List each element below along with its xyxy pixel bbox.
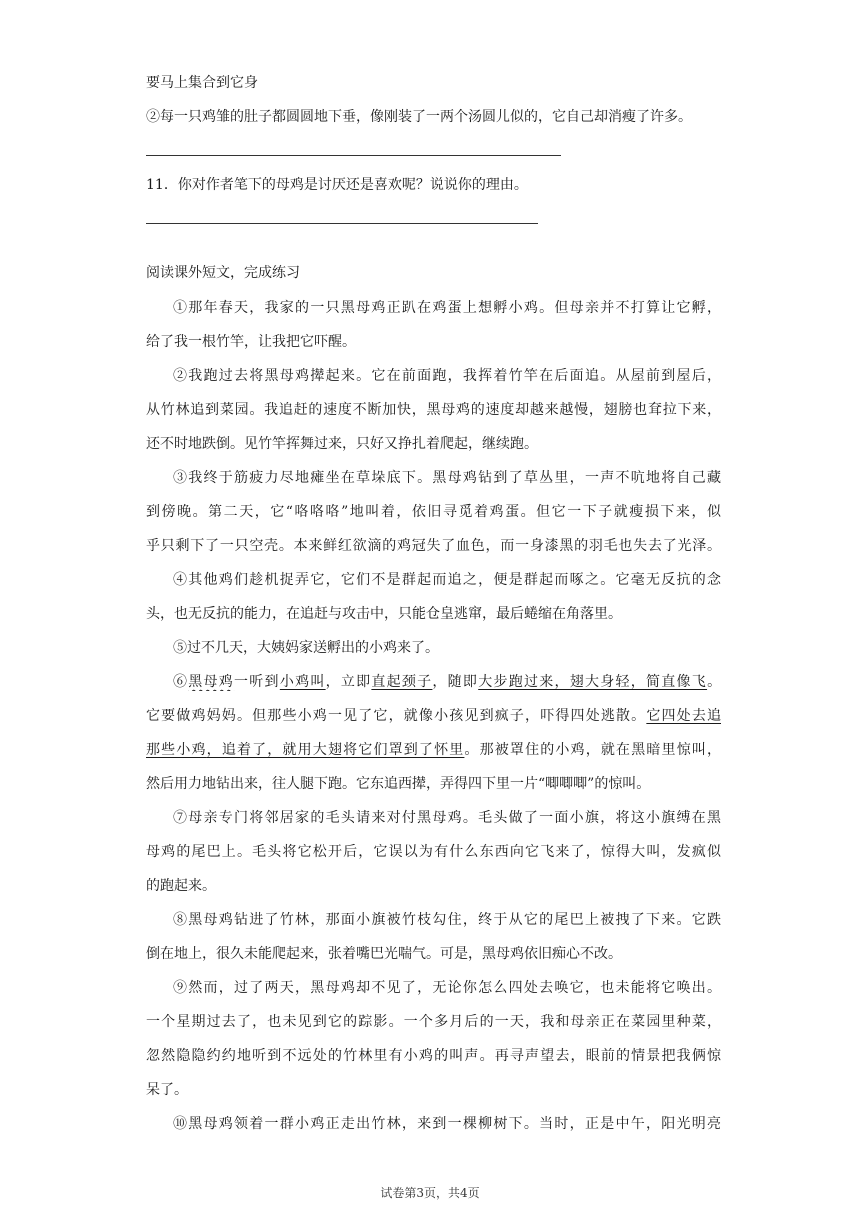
answer-line <box>146 223 538 224</box>
passage-p4-line: 头，也无反抗的能力，在追赶与攻击中，只能仓皇逃窜，最后蜷缩在角落里。 <box>146 606 622 622</box>
passage-p10-line: ⑩黑母鸡领着一群小鸡正走出竹林，来到一棵柳树下。当时，正是中午，阳光明亮 <box>173 1116 721 1132</box>
passage-p2-line: 从竹林追到菜园。我追赶的速度不断加快，黑母鸡的速度却越来越慢，翅膀也耷拉下来， <box>146 402 721 418</box>
prev-question-line-2: ②每一只鸡雏的肚子都圆圆地下垂，像刚装了一两个汤圆儿似的，它自己却消瘦了许多。 <box>146 109 692 125</box>
passage-p4-line: ④其他鸡们趁机捉弄它，它们不是群起而追之，便是群起而啄之。它毫无反抗的念 <box>173 572 721 588</box>
passage-p5-line: ⑤过不几天，大姨妈家送孵出的小鸡来了。 <box>173 640 439 656</box>
passage-p1-line: ①那年春天，我家的一只黑母鸡正趴在鸡蛋上想孵小鸡。但母亲并不打算让它孵， <box>173 300 721 316</box>
para-number: ⑥ <box>173 674 189 690</box>
passage-p9-line: 忽然隐隐约约地听到不远处的竹林里有小鸡的叫声。再寻声望去，眼前的情景把我俩惊 <box>146 1048 721 1064</box>
plain-text: ，随即 <box>432 674 479 690</box>
wavy-underlined-text: 黑母鸡 <box>188 674 235 690</box>
passage-p1-line: 给了我一根竹竿，让我把它吓醒。 <box>146 334 356 350</box>
plain-text: 。那被罩住的小鸡，就在黑暗里惊叫， <box>464 742 721 758</box>
plain-text: ，立即 <box>325 674 372 690</box>
question-11: 11．你对作者笔下的母鸡是讨厌还是喜欢呢？说说你的理由。 <box>146 177 528 193</box>
passage-p7-line: 的跑起来。 <box>146 878 216 894</box>
underlined-text: 它四处去追 <box>646 708 721 724</box>
passage-p8-line: 倒在地上，很久未能爬起来，张着嘴巴光喘气。可是，黑母鸡依旧痴心不改。 <box>146 946 622 962</box>
passage-p2-line: 还不时地跌倒。见竹竿挥舞过来，只好又挣扎着爬起，继续跑。 <box>146 436 538 452</box>
passage-p9-line: 呆了。 <box>146 1082 188 1098</box>
passage-p3-line: ③我终于筋疲力尽地瘫坐在草垛底下。黑母鸡钻到了草丛里，一声不吭地将自己藏 <box>173 470 721 486</box>
passage-p7-line: ⑦母亲专门将邻居家的毛头请来对付黑母鸡。毛头做了一面小旗，将这小旗缚在黑 <box>173 810 721 826</box>
passage-p6-line-2 <box>146 707 721 725</box>
page-footer: 试卷第3页，共4页 <box>380 1186 480 1200</box>
passage-p2-line: ②我跑过去将黑母鸡撵起来。它在前面跑，我挥着竹竿在后面追。从屋前到屋后， <box>173 368 721 384</box>
passage-p9-line: ⑨然而，过了两天，黑母鸡却不见了，无论你怎么四处去唤它，也未能将它唤出。 <box>173 980 721 996</box>
plain-text: 。 <box>707 674 721 690</box>
plain-text: 它要做鸡妈妈。但那些小鸡一见了它，就像小孩见到疯子，吓得四处逃散。 <box>146 708 647 724</box>
underlined-text: 小鸡叫 <box>279 674 326 690</box>
underlined-text: 那些小鸡 <box>146 742 207 758</box>
underlined-text: 直起颈子 <box>371 674 433 690</box>
passage-p7-line: 母鸡的尾巴上。毛头将它松开后，它误以为有什么东西向它飞来了，惊得大叫，发疯似 <box>146 844 721 860</box>
passage-p3-line: 到傍晚。第二天，它“咯咯咯”地叫着，依旧寻觅着鸡蛋。但它一下子就瘦损下来，似 <box>146 504 721 520</box>
passage-p6-line-4: 然后用力地钻出来，往人腿下跑。它东追西撵，弄得四下里一片“唧唧唧”的惊叫。 <box>146 776 651 792</box>
section-heading: 阅读课外短文，完成练习 <box>146 265 300 281</box>
plain-text: 一听到 <box>234 674 280 690</box>
passage-p9-line: 一个星期过去了，也未见到它的踪影。一个多月后的一天，我和母亲正在菜园里种菜， <box>146 1014 721 1030</box>
passage-p6-line-3 <box>146 741 721 759</box>
prev-question-line-1: 要马上集合到它身 <box>146 75 258 91</box>
answer-line <box>146 155 561 156</box>
underlined-text: 大步跑过来，翅大身轻，简直像飞 <box>478 674 708 690</box>
passage-p6-line-1 <box>173 673 721 691</box>
underlined-text: ，追着了，就用大翅将它们罩到了怀里 <box>206 742 465 758</box>
passage-p8-line: ⑧黑母鸡钻进了竹林，那面小旗被竹枝勾住，终于从它的尾巴上被拽了下来。它跌 <box>173 912 721 928</box>
passage-p3-line: 乎只剩下了一只空壳。本来鲜红欲滴的鸡冠失了血色，而一身漆黑的羽毛也失去了光泽。 <box>146 538 721 554</box>
